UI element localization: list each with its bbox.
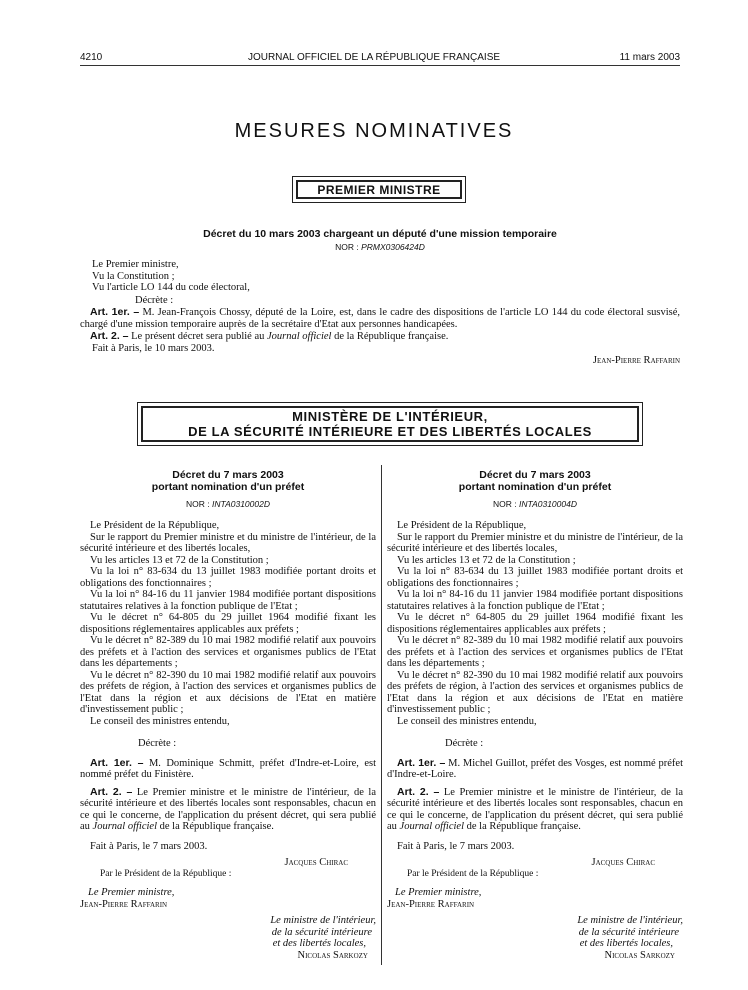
- art2-label: Art. 2. –: [90, 330, 129, 342]
- decree-right: [387, 469, 683, 961]
- president-signature: Jacques Chirac: [591, 857, 655, 868]
- art1-text: M. Michel Guillot, préfet des Vosges, est nommé préfet d'Indre-et-Loire.: [387, 757, 683, 780]
- visa: Vu la loi n° 83-634 du 13 juillet 1983 modifiée portant droits et obligations des fonctionnaires ;: [80, 566, 376, 589]
- nor-code: INTA0310004D: [519, 499, 577, 509]
- visa: Vu le décret n° 82-389 du 10 mai 1982 modifié relatif aux pouvoirs des préfets et à l'action des services et organismes publics de l'Etat dans les départements ;: [387, 635, 683, 669]
- visa: Le conseil des ministres entendu,: [90, 715, 230, 727]
- visa: Vu le décret n° 64-805 du 29 juillet 1964 modifié fixant les dispositions réglementaires applicables aux préfets ;: [80, 612, 376, 635]
- pm-decrete: Décrète :: [135, 295, 174, 306]
- decree-title-2: portant nomination d'un préfet: [458, 481, 612, 493]
- minister-title-1: Le ministre de l'intérieur,: [577, 915, 683, 926]
- ministry-box: [137, 402, 643, 446]
- decree-title-2: portant nomination d'un préfet: [151, 481, 305, 493]
- visa: Vu le décret n° 82-390 du 10 mai 1982 modifié relatif aux pouvoirs des préfets de région, à l'action des services et organismes publics de l'Etat dans la région et aux décisions de l'Etat en matière d'investissement public ;: [387, 669, 683, 715]
- art1-label: Art. 1er. –: [90, 306, 140, 318]
- decree-title-1: Décret du 7 mars 2003: [172, 469, 284, 481]
- ministry-line-2: DE LA SÉCURITÉ INTÉRIEURE ET DES LIBERTÉS LOCALES: [188, 424, 592, 439]
- president-line: Le Président de la République,: [90, 520, 220, 531]
- article-2: [387, 787, 683, 833]
- art1-text: M. Dominique Schmitt, préfet d'Indre-et-Loire, est nommé préfet du Finistère.: [80, 757, 376, 780]
- visa: Sur le rapport du Premier ministre et du ministre de l'intérieur, de la sécurité intérieure et des libertés locales,: [387, 531, 683, 554]
- par-president: Par le Président de la République :: [407, 868, 539, 879]
- pm-signature: Jean-Pierre Raffarin: [592, 355, 680, 366]
- nor-code: PRMX0306424D: [361, 242, 425, 252]
- pm-visa: Vu l'article LO 144 du code électoral,: [92, 282, 250, 293]
- fait: Fait à Paris, le 7 mars 2003.: [397, 840, 515, 852]
- article-1: [80, 758, 376, 781]
- pm-article-1: [80, 307, 680, 330]
- visa: Vu la loi n° 84-16 du 11 janvier 1984 modifiée portant dispositions statutaires relatives à la fonction publique de l'Etat ;: [80, 589, 376, 612]
- visa: Vu les articles 13 et 72 de la Constitution ;: [397, 554, 576, 566]
- art2-pre: Le présent décret sera publié au: [131, 331, 265, 342]
- pm-signature: Jean-Pierre Raffarin: [387, 898, 475, 910]
- visa: Vu le décret n° 64-805 du 29 juillet 1964 modifié fixant les dispositions réglementaires applicables aux préfets ;: [387, 612, 683, 635]
- fait: Fait à Paris, le 7 mars 2003.: [90, 840, 208, 852]
- visa: Vu la loi n° 84-16 du 11 janvier 1984 modifiée portant dispositions statutaires relatives à la fonction publique de l'Etat ;: [387, 589, 683, 612]
- pm-nor: [80, 242, 680, 252]
- visa: Vu la loi n° 83-634 du 13 juillet 1983 modifiée portant droits et obligations des fonctionnaires ;: [387, 566, 683, 589]
- pm-title: Le Premier ministre,: [88, 887, 175, 898]
- minister-title-3: et des libertés locales,: [579, 938, 673, 949]
- minister-title-2: de la sécurité intérieure: [578, 926, 679, 938]
- minister-title-3: et des libertés locales,: [272, 938, 366, 949]
- ministry-line-1: MINISTÈRE DE L'INTÉRIEUR,: [292, 409, 488, 424]
- pm-visas: [92, 259, 680, 294]
- art1-label: Art. 1er. –: [397, 756, 446, 769]
- art2-italic: Journal officiel: [399, 821, 464, 832]
- art2-label: Art. 2. –: [90, 785, 133, 798]
- art1-label: Art. 1er. –: [90, 756, 144, 769]
- article-1: [387, 758, 683, 781]
- column-divider: [381, 465, 382, 965]
- par-president: Par le Président de la République :: [100, 868, 232, 879]
- minister-title-1: Le ministre de l'intérieur,: [270, 915, 376, 926]
- nor-prefix: NOR :: [493, 499, 517, 509]
- pm-signature: Jean-Pierre Raffarin: [80, 898, 168, 910]
- premier-ministre-box: [292, 176, 466, 203]
- president-line: Le Président de la République,: [397, 520, 527, 531]
- nor-code: INTA0310002D: [212, 499, 270, 509]
- decree-title-1: Décret du 7 mars 2003: [479, 469, 591, 481]
- pm-visa: Le Premier ministre,: [92, 259, 179, 270]
- minister-signature: Nicolas Sarkozy: [604, 949, 675, 961]
- premier-ministre-label: PREMIER MINISTRE: [317, 182, 441, 197]
- art1-text: M. Jean-François Chossy, député de la Loire, est, dans le cadre des dispositions de l'article LO 144 du code électoral susvisé, chargé d'une mission temporaire auprès de la secrétaire d'Etat aux personnes handicapées.: [80, 307, 680, 330]
- decree-nor: [387, 499, 683, 509]
- header-rule: [80, 65, 680, 66]
- art2-pre: Le Premier ministre et le ministre de l'intérieur, de la sécurité intérieure et des libertés locales sont responsables, chacun en ce qui le concerne, de l'application du présent décret, qui sera publié au: [80, 786, 377, 832]
- article-2: [80, 787, 376, 833]
- art2-post: de la République française.: [334, 331, 449, 342]
- page-number: 4210: [80, 52, 103, 63]
- section-title: MESURES NOMINATIVES: [234, 120, 514, 142]
- pm-fait: Fait à Paris, le 10 mars 2003.: [92, 343, 215, 354]
- visa: Vu les articles 13 et 72 de la Constitution ;: [90, 554, 269, 566]
- art2-post: de la République française.: [159, 821, 274, 832]
- header-date: 11 mars 2003: [619, 52, 680, 63]
- art2-italic: Journal officiel: [267, 331, 332, 342]
- decrete: Décrète :: [445, 738, 484, 749]
- art2-italic: Journal officiel: [92, 821, 157, 832]
- art2-label: Art. 2. –: [397, 785, 440, 798]
- minister-signature: Nicolas Sarkozy: [297, 949, 368, 961]
- journal-title: JOURNAL OFFICIEL DE LA RÉPUBLIQUE FRANÇAISE: [247, 52, 501, 63]
- pm-visa: Vu la Constitution ;: [92, 270, 175, 282]
- visa: Sur le rapport du Premier ministre et du ministre de l'intérieur, de la sécurité intérieure et des libertés locales,: [80, 531, 376, 554]
- pm-article-2: [80, 331, 680, 343]
- visa: Vu le décret n° 82-390 du 10 mai 1982 modifié relatif aux pouvoirs des préfets de région, à l'action des services et organismes publics de l'Etat dans la région et aux décisions de l'Etat en matière d'investissement public ;: [80, 669, 376, 715]
- minister-title-2: de la sécurité intérieure: [271, 926, 372, 938]
- visa: Vu le décret n° 82-389 du 10 mai 1982 modifié relatif aux pouvoirs des préfets et à l'action des services et organismes publics de l'Etat dans les départements ;: [80, 635, 376, 669]
- president-signature: Jacques Chirac: [284, 857, 348, 868]
- nor-prefix: NOR :: [335, 242, 359, 252]
- decree-left: [80, 469, 376, 961]
- visa: Le conseil des ministres entendu,: [397, 715, 537, 727]
- decree-nor: [80, 499, 376, 509]
- decrete: Décrète :: [138, 738, 177, 749]
- pm-decree-title: Décret du 10 mars 2003 chargeant un député d'une mission temporaire: [203, 228, 557, 240]
- pm-title: Le Premier ministre,: [395, 887, 482, 898]
- art2-pre: Le Premier ministre et le ministre de l'intérieur, de la sécurité intérieure et des libertés locales sont responsables, chacun en ce qui le concerne, de l'application du présent décret, qui sera publié au: [387, 786, 684, 832]
- art2-post: de la République française.: [466, 821, 581, 832]
- nor-prefix: NOR :: [186, 499, 210, 509]
